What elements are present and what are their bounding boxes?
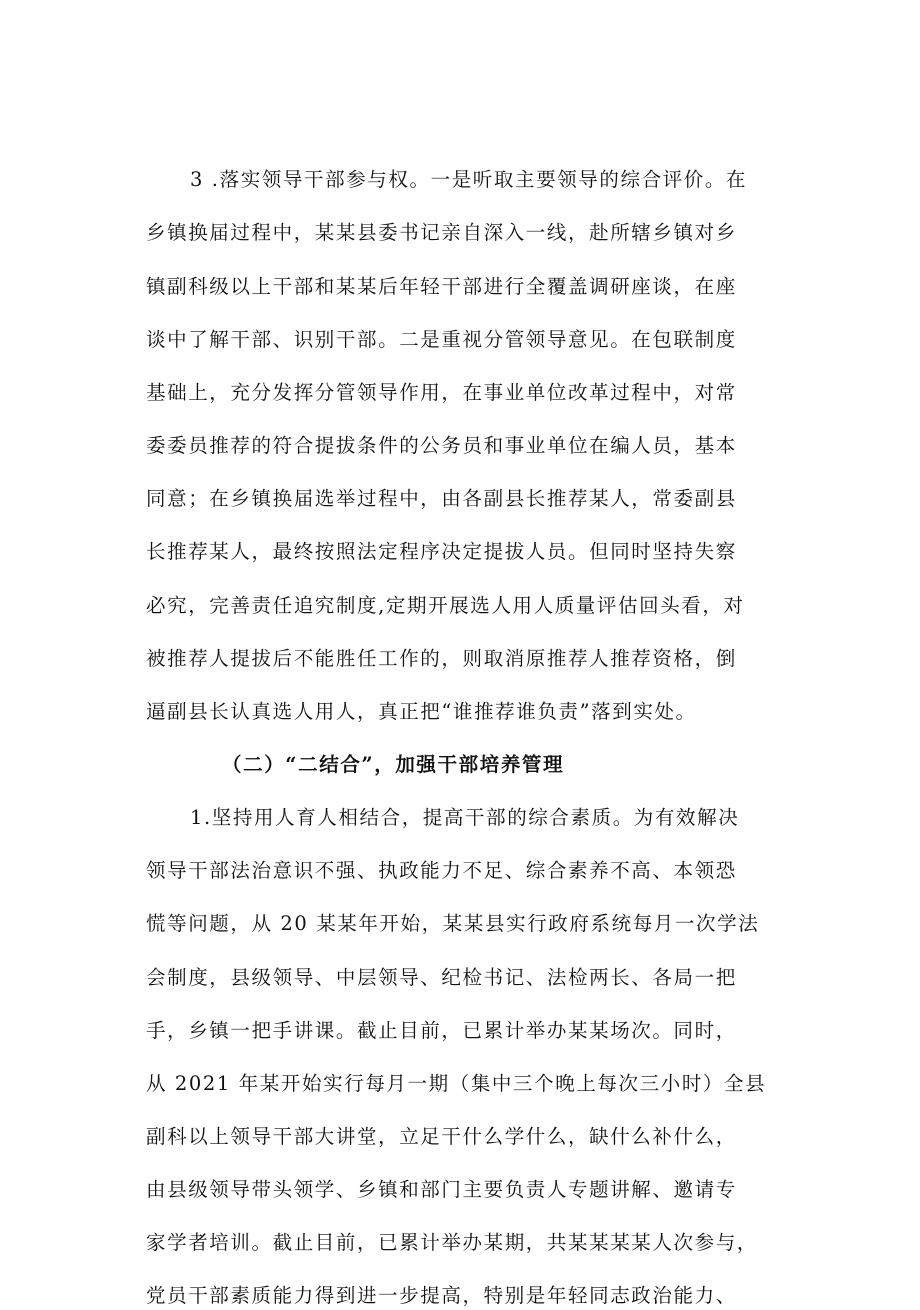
paragraph-line: 1.坚持用人育人相结合，提高干部的综合素质。为有效解决 xyxy=(190,806,740,829)
paragraph-line: 3 .落实领导干部参与权。一是听取主要领导的综合评价。在 xyxy=(190,168,748,191)
paragraph-line: 从 2021 年某开始实行每月一期（集中三个晚上每次三小时）全县 xyxy=(146,1072,767,1095)
paragraph-line: 同意；在乡镇换届选举过程中，由各副县长推荐某人，常委副县 xyxy=(146,487,737,510)
paragraph-line: 会制度，县级领导、中层领导、纪检书记、法检两长、各局一把 xyxy=(146,966,737,989)
paragraph-line: 手，乡镇一把手讲课。截止目前，已累计举办某某场次。同时， xyxy=(146,1019,737,1042)
paragraph-line: 必究，完善责任追究制度,定期开展选人用人质量评估回头看，对 xyxy=(146,594,745,617)
paragraph-line: 谈中了解干部、识别干部。二是重视分管领导意见。在包联制度 xyxy=(146,328,737,351)
paragraph-line: 长推荐某人，最终按照法定程序决定提拔人员。但同时坚持失察 xyxy=(146,540,737,563)
section-heading: （二）“二结合”，加强干部培养管理 xyxy=(222,753,565,776)
paragraph-line: 镇副科级以上干部和某某后年轻干部进行全覆盖调研座谈，在座 xyxy=(146,275,737,298)
paragraph-line: 慌等问题，从 20 某某年开始，某某县实行政府系统每月一次学法 xyxy=(146,912,760,935)
paragraph-line: 领导干部法治意识不强、执政能力不足、综合素养不高、本领恐 xyxy=(146,859,737,882)
paragraph-line: 党员干部素质能力得到进一步提高，特别是年轻同志政治能力、 xyxy=(146,1284,737,1307)
paragraph-line: 副科以上领导干部大讲堂，立足干什么学什么，缺什么补什么， xyxy=(146,1125,737,1148)
paragraph-line: 由县级领导带头领学、乡镇和部门主要负责人专题讲解、邀请专 xyxy=(146,1178,737,1201)
paragraph-line: 乡镇换届过程中，某某县委书记亲自深入一线，赴所辖乡镇对乡 xyxy=(146,221,737,244)
paragraph-line: 基础上，充分发挥分管领导作用，在事业单位改革过程中，对常 xyxy=(146,381,737,404)
paragraph-line: 逼副县长认真选人用人，真正把“谁推荐谁负责”落到实处。 xyxy=(146,700,697,723)
paragraph-line: 委委员推荐的符合提拔条件的公务员和事业单位在编人员，基本 xyxy=(146,434,737,457)
paragraph-line: 被推荐人提拔后不能胜任工作的，则取消原推荐人推荐资格，倒 xyxy=(146,647,737,670)
paragraph-line: 家学者培训。截止目前，已累计举办某期，共某某某某人次参与， xyxy=(146,1231,758,1254)
